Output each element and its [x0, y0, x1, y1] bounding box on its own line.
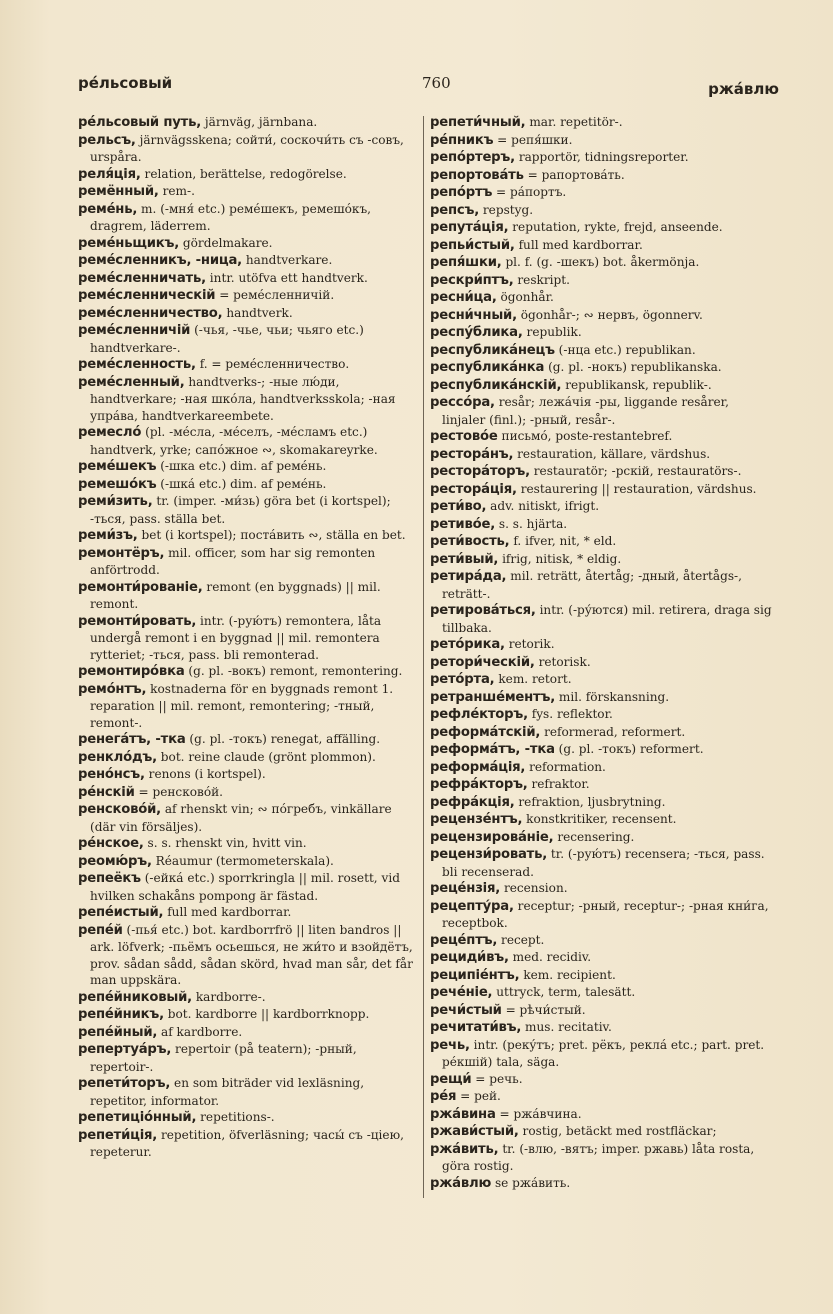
dictionary-entry	[78, 870, 414, 904]
entry-definition: mus. recitativ.	[525, 1020, 612, 1034]
dictionary-entry	[78, 801, 414, 835]
dictionary-entry	[430, 984, 776, 1002]
dictionary-entry	[430, 219, 776, 237]
entry-headword: реформáтъ, -тка	[430, 742, 555, 757]
entry-definition: intr. (-ру́ются) mil. retirera, draga sig tillbaka.	[442, 603, 772, 635]
column-divider	[423, 116, 424, 1198]
dictionary-entry	[430, 898, 776, 932]
dictionary-entry	[430, 237, 776, 255]
entry-definition: = репя́шки.	[497, 132, 573, 147]
entry-headword: репя́шки,	[430, 255, 502, 270]
entry-definition: receptur; -рный, receptur-; -рная кни́га, receptbok.	[442, 898, 769, 930]
entry-definition: adv. nitiskt, ifrigt.	[490, 499, 600, 513]
entry-headword: рефрáкторъ,	[430, 777, 528, 792]
dictionary-entry	[78, 663, 414, 681]
entry-headword: ремéсленность,	[78, 357, 196, 372]
dictionary-entry	[430, 202, 776, 220]
entry-definition: (g. pl. -токъ) renegat, affälling.	[189, 732, 381, 746]
dictionary-entry	[430, 377, 776, 395]
entry-definition: (-шка etc.) dim. af ремéнь.	[160, 459, 327, 473]
entry-headword: ренклóдъ,	[78, 749, 157, 765]
entry-definition: järnvägsskena; сойти́, соскочи́ть съ -совъ, urspåra.	[90, 132, 404, 164]
dictionary-entry	[430, 654, 776, 672]
entry-definition: (g. pl. -вокъ) remont, remontering.	[188, 664, 403, 678]
entry-headword: республикáнецъ	[430, 342, 555, 358]
entry-definition: restaurering || restauration, värdshus.	[520, 481, 757, 496]
dictionary-entry	[430, 394, 776, 428]
entry-definition: bet (i kortspel); постáвить ∾, ställa en bet.	[141, 528, 406, 542]
entry-headword: ретирáда,	[430, 569, 507, 584]
entry-definition: tr. (-влю, -вятъ; imper. ржавь) låta rosta, göra rostig.	[442, 1141, 755, 1173]
entry-headword: репеёкъ	[78, 871, 141, 886]
entry-definition: full med kardborrar.	[518, 237, 643, 252]
dictionary-entry	[430, 1106, 776, 1124]
entry-definition: gördelmakare.	[182, 235, 273, 250]
dictionary-entry	[78, 784, 414, 802]
dictionary-entry	[430, 932, 776, 950]
entry-headword: ремéшекъ	[78, 459, 157, 474]
entry-headword: ресни́ца,	[430, 290, 497, 305]
entry-definition: (g. pl. -токъ) reformert.	[558, 742, 704, 756]
entry-definition: pl. f. (g. -шекъ) bot. åkermönja.	[505, 255, 700, 269]
entry-headword: ржави́стый,	[430, 1124, 519, 1139]
entry-headword: ренсковóй,	[78, 802, 161, 817]
entry-definition: intr. utöfva ett handtverk.	[209, 270, 368, 285]
dictionary-entry	[78, 322, 414, 356]
entry-definition: = рей.	[460, 1089, 501, 1103]
entry-definition: intr. (рекýтъ; pret. рёкъ, реклá etc.; part. pret. рéкшій) tala, säga.	[442, 1037, 765, 1069]
dictionary-entry	[78, 1127, 414, 1161]
entry-definition: mil. officer, som har sig remonten anförtrodd.	[90, 545, 376, 577]
dictionary-entry	[430, 516, 776, 534]
dictionary-entry	[430, 359, 776, 377]
entry-definition: repstyg.	[482, 202, 534, 217]
entry-headword: ретраншéментъ,	[430, 689, 556, 705]
dictionary-entry	[78, 201, 414, 235]
entry-definition: restauration, källare, värdshus.	[517, 446, 711, 461]
entry-headword: репети́торъ,	[78, 1076, 171, 1091]
entry-headword: репсъ,	[430, 202, 480, 218]
entry-definition: = речь.	[475, 1071, 523, 1086]
entry-headword: ремéнь,	[78, 201, 138, 217]
dictionary-entry	[430, 289, 776, 307]
entry-definition: refraktor.	[531, 777, 590, 791]
entry-headword: ржáвина	[430, 1106, 496, 1122]
entry-headword: ремённый,	[78, 184, 159, 199]
entry-headword: реми́зить,	[78, 494, 153, 509]
dictionary-entry	[430, 741, 776, 759]
entry-definition: mil. förskansning.	[558, 689, 670, 704]
dictionary-entry	[78, 904, 414, 922]
entry-definition: republikansk, republik-.	[565, 377, 712, 392]
entry-definition: relation, berättelse, redogörelse.	[144, 166, 347, 181]
dictionary-entry	[430, 759, 776, 777]
dictionary-entry	[78, 424, 414, 458]
dictionary-entry	[78, 579, 414, 613]
dictionary-entry	[430, 114, 776, 132]
entry-headword: репéйный,	[78, 1024, 158, 1040]
entry-definition: kostnaderna för en byggnads remont 1. reparation || mil. remont, remontering; -тный, remont-.	[90, 681, 394, 730]
entry-headword: реми́зъ,	[78, 528, 138, 543]
entry-definition: recension.	[503, 881, 568, 895]
entry-headword: рефрáкція,	[430, 794, 515, 810]
entry-headword: ренóнсъ,	[78, 767, 145, 782]
entry-headword: речитати́въ,	[430, 1020, 522, 1035]
entry-definition: (-пья́ etc.) bot. kardborrfrö || liten bandros || ark. löfverk; -пьёмъ осьешься, не жи́то и взойдётъ, prov. sådan sådd, sådan skörd, hvad man sår, det får man uppskära.	[90, 922, 413, 987]
entry-headword: ремонти́рованіе,	[78, 579, 203, 595]
header-left-guide-word: рéльсовый	[78, 74, 173, 92]
entry-headword: рети́вый,	[430, 551, 499, 567]
entry-headword: рециди́въ,	[430, 950, 509, 965]
page-number: 760	[422, 74, 451, 92]
entry-headword: рéнскій	[78, 784, 135, 800]
dictionary-entry	[78, 493, 414, 527]
entry-headword: ретировáться,	[430, 603, 536, 618]
entry-headword: ремешóкъ	[78, 476, 157, 492]
dictionary-entry	[430, 481, 776, 499]
dictionary-entry	[78, 458, 414, 476]
entry-definition: ögonhår-; ∾ нервъ, ögonnerv.	[520, 307, 703, 322]
entry-definition: restauratör; -рскій, restauratörs-.	[533, 464, 742, 478]
entry-definition: = рѣчи́стый.	[505, 1002, 586, 1017]
entry-headword: ремонтёръ,	[78, 545, 165, 561]
entry-definition: repetitions-.	[200, 1110, 275, 1124]
right-column	[430, 114, 776, 1192]
entry-definition: remont (en byggnads) || mil. remont.	[90, 579, 381, 611]
entry-headword: реформáція,	[430, 759, 526, 775]
entry-headword: ремонти́ровать,	[78, 613, 197, 629]
entry-headword: ремéсленническій	[78, 288, 216, 303]
entry-definition: s. s. rhenskt vin, hvitt vin.	[147, 836, 307, 850]
entry-definition: mar. repetitör-.	[529, 115, 623, 129]
entry-headword: речь,	[430, 1037, 470, 1053]
entry-definition: recensering.	[557, 829, 635, 844]
dictionary-entry	[430, 706, 776, 724]
entry-headword: репертуáръ,	[78, 1042, 172, 1057]
entry-definition: письмó, poste-restantebref.	[501, 429, 673, 443]
dictionary-entry	[430, 846, 776, 880]
entry-headword: ремéсленничій	[78, 323, 191, 338]
entry-headword: ресторáнъ,	[430, 446, 514, 462]
dictionary-entry	[430, 949, 776, 967]
entry-headword: репетиціóнный,	[78, 1110, 197, 1125]
dictionary-entry	[430, 307, 776, 325]
entry-headword: рестoрáторъ,	[430, 464, 530, 479]
entry-definition: intr. (-рую́тъ) remontera, låta undergå remont i en byggnad || mil. remontera rytteriet; -ться, pass. bli remonterad.	[90, 613, 382, 662]
entry-definition: fys. reflektor.	[531, 707, 613, 721]
entry-headword: репéистый,	[78, 905, 164, 920]
dictionary-entry	[78, 613, 414, 664]
entry-definition: handtverk.	[226, 305, 293, 320]
entry-headword: ремесло́	[78, 425, 142, 440]
entry-headword: ремéньщикъ,	[78, 235, 180, 251]
dictionary-entry	[78, 1109, 414, 1127]
entry-headword: рéльсовый путь,	[78, 115, 202, 130]
entry-definition: med. recidiv.	[512, 950, 592, 964]
entry-definition: se ржáвить.	[494, 1175, 571, 1190]
header-right-guide-word: ржáвлю	[708, 80, 779, 98]
dictionary-entry	[78, 545, 414, 579]
entry-definition: reformation.	[529, 759, 606, 774]
entry-headword: репéй	[78, 922, 123, 938]
entry-headword: ренегáтъ, -тка	[78, 732, 186, 747]
dictionary-entry	[78, 1006, 414, 1024]
entry-definition: = рáпортъ.	[496, 185, 567, 199]
entry-headword: ремéсленничество,	[78, 305, 223, 321]
dictionary-entry	[78, 476, 414, 494]
dictionary-entry	[430, 636, 776, 654]
entry-headword: рéя	[430, 1089, 457, 1104]
entry-definition: af kardborre.	[161, 1024, 243, 1039]
dictionary-entry	[430, 794, 776, 812]
dictionary-entry	[78, 681, 414, 732]
entry-definition: rapportör, tidningsreporter.	[518, 150, 689, 164]
page-header	[78, 74, 779, 100]
entry-headword: ресторáція,	[430, 481, 517, 497]
dictionary-entry	[78, 270, 414, 288]
dictionary-entry	[430, 1123, 776, 1141]
entry-headword: речéніе,	[430, 985, 493, 1000]
entry-headword: республикáнскій,	[430, 377, 562, 393]
entry-headword: рецéптъ,	[430, 932, 498, 948]
entry-definition: rostig, betäckt med rostfläckar;	[522, 1124, 717, 1138]
dictionary-entry	[430, 776, 776, 794]
entry-definition: m. (-мня́ etc.) ремéшекъ, ремешóкъ, dragrem, läderrem.	[90, 201, 372, 233]
entry-definition: refraktion, ljusbrytning.	[518, 794, 666, 809]
dictionary-entry	[430, 1019, 776, 1037]
entry-definition: retorik.	[508, 637, 555, 651]
entry-headword: рецептýра,	[430, 898, 514, 914]
dictionary-entry	[78, 989, 414, 1007]
entry-headword: репьи́стый,	[430, 237, 515, 253]
entry-headword: репéйникъ,	[78, 1007, 164, 1022]
entry-headword: репортовáть	[430, 167, 524, 183]
entry-headword: репутáція,	[430, 220, 509, 235]
dictionary-entry	[78, 374, 414, 425]
entry-headword: рескри́птъ,	[430, 272, 514, 288]
entry-definition: = ренсковóй.	[138, 784, 224, 799]
entry-headword: рещи́	[430, 1071, 472, 1087]
dictionary-entry	[430, 167, 776, 185]
entry-definition: f. = ремéсленничество.	[199, 357, 350, 371]
entry-headword: рецензи́ровать,	[430, 847, 548, 862]
entry-headword: рецензировáніе,	[430, 829, 554, 845]
entry-definition: ögonhår.	[500, 290, 554, 304]
dictionary-entry	[78, 766, 414, 784]
dictionary-entry	[430, 811, 776, 829]
entry-headword: репéйниковый,	[78, 989, 192, 1005]
entry-definition: reformerad, reformert.	[544, 724, 686, 739]
entry-definition: recept.	[501, 932, 545, 947]
entry-definition: republik.	[526, 325, 582, 339]
entry-headword: ремóнтъ,	[78, 681, 147, 697]
dictionary-entry	[78, 835, 414, 853]
dictionary-entry	[430, 1141, 776, 1175]
entry-headword: ремéсленничать,	[78, 270, 206, 286]
dictionary-entry	[430, 149, 776, 167]
entry-headword: репóртъ	[430, 185, 493, 200]
dictionary-entry	[78, 749, 414, 767]
entry-headword: ретори́ческій,	[430, 654, 535, 670]
entry-definition: full med kardborrar.	[167, 905, 292, 919]
entry-definition: = рапортовáть.	[527, 167, 625, 182]
entry-headword: рессóра,	[430, 395, 495, 410]
entry-headword: репети́чный,	[430, 115, 526, 130]
dictionary-entry	[78, 356, 414, 374]
entry-definition: repetition, öfverläsning; часы́ съ -ціею, repeterur.	[90, 1127, 404, 1159]
entry-definition: = ремéсленничій.	[219, 288, 335, 302]
dictionary-entry	[430, 829, 776, 847]
entry-definition: reskript.	[517, 272, 570, 287]
entry-definition: = ржáвчина.	[499, 1106, 582, 1121]
dictionary-entry	[78, 252, 414, 270]
entry-definition: s. s. hjärta.	[498, 516, 568, 531]
entry-definition: tr. (-рую́тъ) recensera; -ться, pass. bli recenserad.	[442, 847, 765, 879]
dictionary-entry	[430, 463, 776, 481]
left-column	[78, 114, 414, 1161]
entry-definition: af rhenskt vin; ∾ пóгребъ, vinkällare (där vin försäljes).	[90, 802, 392, 834]
entry-definition: retorisk.	[538, 654, 591, 669]
entry-definition: Réaumur (termometerskala).	[155, 853, 334, 868]
entry-definition: (-чья, -чье, чьи; чьяго etc.) handtverkare-.	[90, 323, 364, 355]
entry-definition: järnväg, järnbana.	[204, 115, 318, 129]
dictionary-entry	[78, 287, 414, 305]
dictionary-entry	[430, 272, 776, 290]
entry-headword: реомю́ръ,	[78, 853, 152, 869]
dictionary-entry	[78, 1024, 414, 1042]
entry-definition: ifrig, nitisk, * eldig.	[502, 551, 622, 566]
dictionary-entry	[78, 235, 414, 253]
dictionary-entry	[430, 254, 776, 272]
dictionary-entry	[430, 428, 776, 446]
entry-definition: (pl. -мéсла, -мéселъ, -мéсламъ etc.) handtverk, yrke; сапóжное ∾, skomakareyrke.	[90, 425, 378, 457]
dictionary-entry	[78, 1041, 414, 1075]
dictionary-entry	[430, 880, 776, 898]
entry-definition: kem. recipient.	[523, 967, 616, 982]
dictionary-entry	[430, 602, 776, 636]
dictionary-entry	[430, 551, 776, 569]
dictionary-entry	[78, 114, 414, 132]
entry-headword: ретóрта,	[430, 672, 495, 687]
entry-headword: речи́стый	[430, 1002, 502, 1018]
entry-headword: ремéсленникъ, -ница,	[78, 253, 242, 268]
dictionary-entry	[430, 671, 776, 689]
dictionary-entry	[430, 1088, 776, 1106]
entry-definition: renons (i kortspel).	[148, 767, 266, 781]
dictionary-entry	[430, 184, 776, 202]
dictionary-entry	[78, 527, 414, 545]
dictionary-entry	[78, 183, 414, 201]
entry-definition: bot. reine claude (grönt plommon).	[160, 749, 376, 764]
dictionary-entry	[430, 967, 776, 985]
dictionary-entry	[78, 305, 414, 323]
dictionary-entry	[78, 731, 414, 749]
dictionary-entry	[78, 166, 414, 184]
entry-headword: реципіéнтъ,	[430, 967, 520, 983]
dictionary-entry	[430, 568, 776, 602]
dictionary-entry	[78, 132, 414, 166]
entry-definition: konstkritiker, recensent.	[526, 812, 677, 826]
entry-headword: ремéсленный,	[78, 374, 185, 390]
dictionary-entry	[430, 724, 776, 742]
entry-definition: repertoir (på teatern); -рный, repertoir-.	[90, 1042, 357, 1074]
dictionary-entry	[430, 1037, 776, 1071]
entry-definition: f. ifver, nit, * eld.	[513, 534, 617, 548]
entry-headword: реформáтскій,	[430, 724, 541, 740]
entry-headword: ресни́чный,	[430, 307, 517, 323]
entry-headword: рецéнзія,	[430, 881, 501, 896]
entry-definition: rem-.	[162, 184, 195, 198]
entry-definition: (g. pl. -нокъ) republikanska.	[548, 360, 722, 374]
entry-headword: репети́ція,	[78, 1127, 158, 1143]
dictionary-entry	[430, 498, 776, 516]
entry-headword: рéнское,	[78, 836, 144, 851]
dictionary-entry	[430, 324, 776, 342]
dictionary-entry	[430, 1071, 776, 1089]
entry-headword: рестовóе	[430, 429, 498, 444]
entry-headword: ремонтирóвка	[78, 664, 185, 679]
entry-definition: uttryck, term, talesätt.	[496, 985, 636, 999]
entry-headword: реля́ція,	[78, 166, 141, 182]
entry-headword: ретивóе,	[430, 516, 496, 532]
entry-definition: kardborre-.	[195, 989, 266, 1004]
entry-headword: ретóрика,	[430, 637, 505, 652]
dictionary-entry	[78, 1075, 414, 1109]
dictionary-entry	[78, 853, 414, 871]
entry-definition: bot. kardborre || kardborrknopp.	[167, 1007, 370, 1021]
dictionary-entry	[430, 446, 776, 464]
entry-headword: рéпникъ	[430, 132, 494, 148]
dictionary-entry	[430, 342, 776, 360]
entry-definition: resår; лежáчія -ры, liggande resårer, linjaler (finl.); -рный, resår-.	[442, 395, 729, 427]
entry-headword: рети́вость,	[430, 534, 510, 549]
dictionary-entry	[430, 1175, 776, 1193]
entry-headword: респу́блика,	[430, 325, 523, 340]
dictionary-entry	[430, 132, 776, 150]
entry-headword: репóртеръ,	[430, 150, 515, 165]
dictionary-entry	[78, 922, 414, 989]
entry-definition: en som biträder vid lexläsning, repetitor, informator.	[90, 1076, 365, 1108]
entry-headword: ржáвлю	[430, 1175, 492, 1191]
dictionary-entry	[430, 689, 776, 707]
entry-definition: handtverkare.	[245, 253, 333, 267]
entry-definition: (-нца etc.) republikan.	[558, 342, 696, 357]
dictionary-entry	[430, 1002, 776, 1020]
dictionary-entry	[430, 533, 776, 551]
entry-headword: республикáнка	[430, 360, 545, 375]
entry-definition: handtverks-; -ные лю́ди, handtverkare; -ная шкóла, handtverksskola; -ная упрáва, handtverkareembete.	[90, 374, 396, 423]
entry-definition: (-ейкá etc.) sporrkringla || mil. rosett, vid hvilken schakåns pompong är fästad.	[90, 871, 400, 903]
entry-definition: (-шкá etc.) dim. af ремéнь.	[160, 476, 327, 491]
entry-headword: рети́во,	[430, 499, 487, 514]
entry-definition: tr. (imper. -ми́зь) göra bet (i kortspel); -ться, pass. ställa bet.	[90, 494, 391, 526]
entry-definition: mil. reträtt, återtåg; -дный, återtågs-, reträtt-.	[442, 569, 742, 601]
entry-headword: ржáвить,	[430, 1141, 499, 1157]
entry-definition: reputation, rykte, frejd, anseende.	[512, 220, 723, 234]
entry-headword: рецензéнтъ,	[430, 812, 523, 827]
entry-definition: kem. retort.	[498, 672, 572, 686]
entry-headword: рельсъ,	[78, 132, 136, 148]
entry-headword: рефлéкторъ,	[430, 707, 528, 722]
